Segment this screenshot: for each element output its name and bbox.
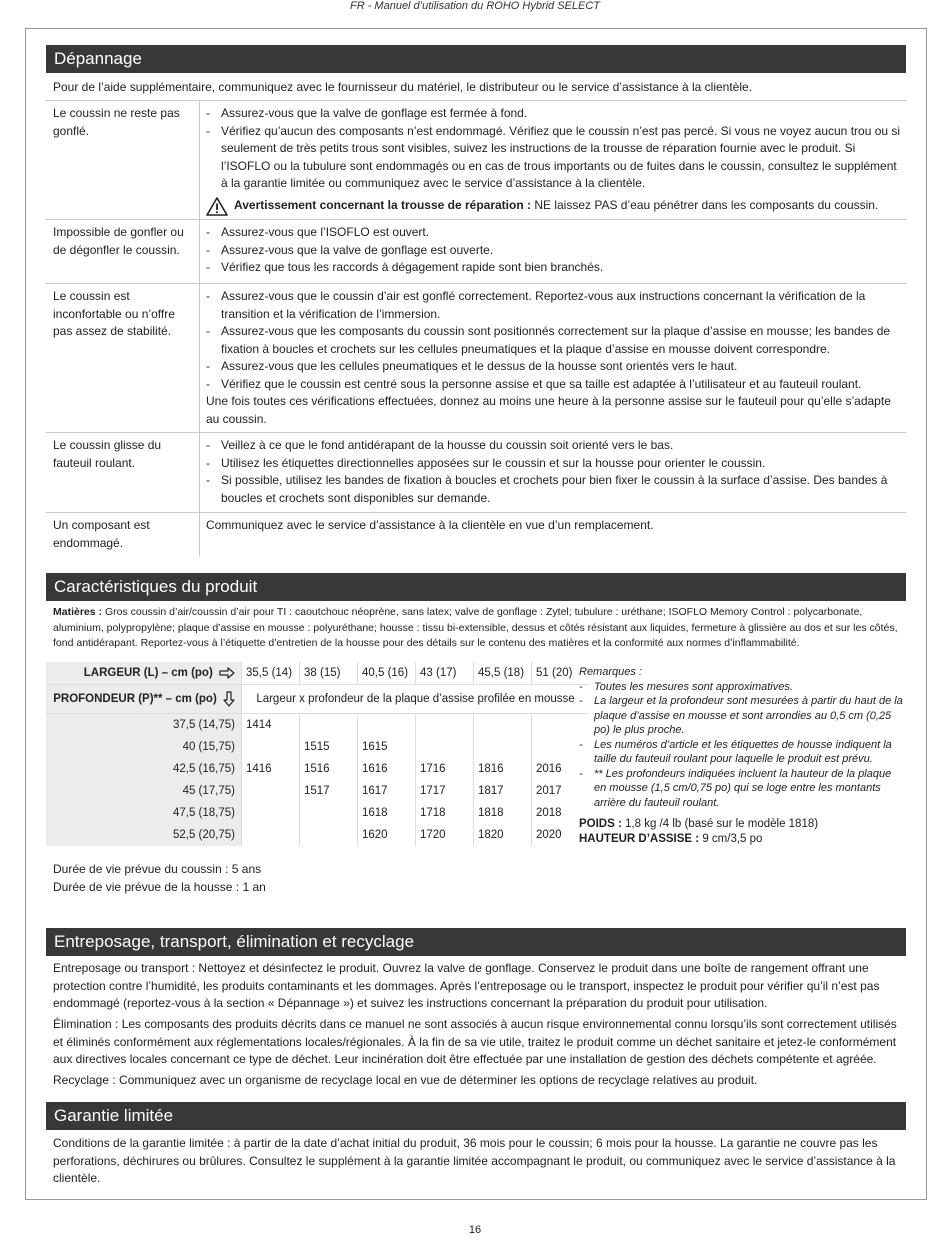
weight: POIDS : 1,8 kg /4 lb (basé sur le modèle 1818): [579, 818, 819, 830]
table-cell: 2016: [532, 758, 590, 780]
list-item: - Si possible, utilisez les bandes de fixation à boucles et crochets pour bien fixer le coussin à la surface d’assise. Des bandes à boucles et crochets sont disponibles sur demande.: [206, 472, 901, 507]
table-row: [46, 685, 589, 714]
row-divider: [46, 512, 906, 513]
remark-item: - ** Les profondeurs indiquées incluent la hauteur de la plaque en mousse (1,5 cm/0,75 po) qui se loge entre les montants arrière du fauteuil roulant.: [579, 767, 904, 811]
table-cell: [416, 736, 474, 758]
depth-label: 42,5 (16,75): [46, 758, 242, 780]
table-cell: [242, 824, 300, 846]
disposal-paragraph: Élimination : Les composants des produits décrits dans ce manuel ne sont associés à aucun risque environnemental connu lorsqu’ils sont correctement utilisés et éliminés conformément aux réglementations locales/régionales. À la fin de sa vie utile, traitez le produit comme un déchet sanitaire et jetez-le conformément aux directives locales concernant ce type de déchet. Leur incinération doit être effectuée par une installation de gestion des déchets compétente et agréée.: [53, 1017, 897, 1066]
remark-item: - Toutes les mesures sont approximatives.: [579, 680, 904, 695]
depth-label: 45 (17,75): [46, 780, 242, 802]
table-cell: 1816: [474, 758, 532, 780]
table-row: [46, 758, 589, 780]
table-cell: [242, 736, 300, 758]
table-cell: 1820: [474, 824, 532, 846]
arrow-right-icon: [219, 667, 235, 679]
table-cell: [300, 802, 358, 824]
width-col: 40,5 (16): [358, 662, 416, 685]
list-item: - Vérifiez que tous les raccords à dégagement rapide sont bien branchés.: [206, 259, 901, 277]
table-row: [46, 780, 589, 802]
table-cell: [474, 736, 532, 758]
list-item: - Assurez-vous que la valve de gonflage est ouverte.: [206, 242, 901, 260]
remark-item: - La largeur et la profondeur sont mesurées à partir du haut de la plaque d’assise en mousse et sont arrondies au 0,5 cm (0,25 po) le plus proche.: [579, 694, 904, 738]
table-cell: 1516: [300, 758, 358, 780]
width-col: 51 (20): [532, 662, 590, 685]
table-cell: 1720: [416, 824, 474, 846]
warning-text: NE laissez PAS d’eau pénétrer dans les composants du coussin.: [534, 198, 879, 213]
specs-heading: Caractéristiques du produit: [46, 573, 906, 601]
materials-label: Matières :: [53, 606, 103, 618]
arrow-down-icon: [223, 691, 235, 707]
table-cell: 1517: [300, 780, 358, 802]
width-col: 35,5 (14): [242, 662, 300, 685]
table-cell: 1818: [474, 802, 532, 824]
depth-label: 37,5 (14,75): [46, 714, 242, 737]
table-cell: 1616: [358, 758, 416, 780]
running-header: FR - Manuel d’utilisation du ROHO Hybrid SELECT: [349, 0, 601, 12]
table-cell: 1617: [358, 780, 416, 802]
table-cell: [300, 824, 358, 846]
table-cell: [300, 714, 358, 737]
solution-cannot-inflate: [206, 224, 901, 277]
row-divider: [46, 219, 906, 220]
table-cell: 1414: [242, 714, 300, 737]
table-cell: 2018: [532, 802, 590, 824]
cushion-lifetime: Durée de vie prévue du coussin : 5 ans: [53, 862, 262, 876]
table-cell: 2020: [532, 824, 590, 846]
seat-height: HAUTEUR D’ASSISE : 9 cm/3,5 po: [579, 832, 763, 845]
table-row: [46, 802, 589, 824]
materials-body: Gros coussin d’air/coussin d’air pour TI : caoutchouc néoprène, sans latex; valve de gonflage : Zytel; tubulure : uréthane; ISOFLO Memory Control : polycarbonate, aluminium, polypropylène; plaque d’assise en mousse : polyuréthane; housse : tissu bi-extensible, dessus et côtés résistant aux liquides, fermeture à glissière au dos et sur les côtés, fond antidérapant. Reportez-vous à l’étiquette d’entretien de la housse pour des détails sur le contenu des matières et la conformité aux normes d’inflammabilité.: [53, 606, 898, 649]
table-cell: 1817: [474, 780, 532, 802]
row-divider: [46, 283, 906, 284]
row-divider: [46, 100, 906, 101]
list-item: - Utilisez les étiquettes directionnelles apposées sur le coussin et sur la housse pour orienter le coussin.: [206, 455, 901, 473]
list-item: - Assurez-vous que l’ISOFLO est ouvert.: [206, 224, 901, 242]
page-number: 16: [468, 1224, 482, 1236]
recycling-paragraph: Recyclage : Communiquez avec un organisme de recyclage local en vue de déterminer les options de recyclage relatives au produit.: [53, 1073, 758, 1087]
width-header: LARGEUR (L) – cm (po): [46, 662, 242, 685]
list-item: - Assurez-vous que les cellules pneumatiques et le dessus de la housse sont orientés vers le haut.: [206, 358, 901, 376]
depth-label: 40 (15,75): [46, 736, 242, 758]
column-divider: [199, 100, 200, 556]
solution-slides: [206, 437, 901, 507]
table-cell: 1717: [416, 780, 474, 802]
table-cell: [474, 714, 532, 737]
cover-lifetime: Durée de vie prévue de la housse : 1 an: [53, 880, 266, 894]
list-item: - Vérifiez que le coussin est centré sous la personne assise et que sa taille est adaptée à l’utilisateur et au fauteuil roulant.: [206, 376, 901, 394]
table-cell: 1718: [416, 802, 474, 824]
storage-heading: Entreposage, transport, élimination et recyclage: [46, 928, 906, 956]
warranty-text: Conditions de la garantie limitée : à partir de la date d’achat initial du produit, 36 mois pour le coussin; 6 mois pour la housse. La garantie ne couvre pas les perforations, déchirures ou brûlures. Consultez le supplément à la garantie limitée accompagnant le produit, ou communiquez avec le service d’assistance à la clientèle.: [53, 1136, 896, 1185]
table-cell: [242, 802, 300, 824]
problem-cannot-inflate: Impossible de gonfler ou de dégonfler le coussin.: [53, 225, 184, 257]
storage-paragraph: Entreposage ou transport : Nettoyez et désinfectez le produit. Ouvrez la valve de gonflage. Conservez le produit dans une boîte de rangement offrant une protection contre l’humidité, les produits contaminants et les dommages. Après l’entreposage ou le transport, inspectez le produit pour vérifier qu’il n’est pas endommagé (reportez-vous à la section « Dépannage ») et suivez les instructions concernant la préparation du produit pour utilisation.: [53, 961, 880, 1010]
depth-header: PROFONDEUR (P)** – cm (po): [46, 685, 242, 714]
problem-damaged: Un composant est endommagé.: [53, 518, 150, 550]
list-item: - Assurez-vous que le coussin d’air est gonflé correctement. Reportez-vous aux instructions concernant la vérification de la transition et la vérification de l’immersion.: [206, 288, 901, 323]
table-cell: [242, 780, 300, 802]
remark-item: - Les numéros d’article et les étiquettes de housse indiquent la taille du fauteuil roulant pour laquelle le produit est prévu.: [579, 738, 904, 767]
table-cell: [416, 714, 474, 737]
problem-uncomfortable: Le coussin est inconfortable ou n’offre pas assez de stabilité.: [53, 289, 175, 338]
row-divider: [46, 432, 906, 433]
warranty-heading: Garantie limitée: [46, 1102, 906, 1130]
table-cell: 1618: [358, 802, 416, 824]
remarks: [579, 665, 904, 846]
remarks-title: Remarques :: [579, 666, 642, 678]
troubleshooting-heading: Dépannage: [46, 45, 906, 73]
solution-damaged: Communiquez avec le service d’assistance à la clientèle en vue d’un remplacement.: [206, 518, 654, 532]
table-row: [46, 714, 589, 737]
width-col: 45,5 (18): [474, 662, 532, 685]
table-cell: 1620: [358, 824, 416, 846]
table-cell: 1716: [416, 758, 474, 780]
width-col: 43 (17): [416, 662, 474, 685]
problem-not-inflated: Le coussin ne reste pas gonflé.: [53, 106, 180, 138]
table-row: [46, 824, 589, 846]
table-caption: Largeur x profondeur de la plaque d’assise profilée en mousse: [242, 685, 590, 714]
table-cell: 1515: [300, 736, 358, 758]
repair-kit-warning: [206, 197, 901, 216]
adaptation-note: Une fois toutes ces vérifications effectuées, donnez au moins une heure à la personne assise sur le fauteuil pour qu’elle s’adapte au coussin.: [206, 394, 891, 426]
warning-label: Avertissement concernant la trousse de réparation :: [234, 198, 531, 213]
solution-not-inflated: [206, 105, 901, 216]
table-row: [46, 736, 589, 758]
warning-icon: [206, 197, 228, 216]
table-cell: 1416: [242, 758, 300, 780]
width-col: 38 (15): [300, 662, 358, 685]
list-item: - Assurez-vous que la valve de gonflage est fermée à fond.: [206, 105, 901, 123]
table-cell: [358, 714, 416, 737]
troubleshooting-intro: Pour de l’aide supplémentaire, communiquez avec le fournisseur du matériel, le distributeur ou le service d’assistance à la clientèle.: [53, 80, 753, 94]
list-item: - Assurez-vous que les composants du coussin sont positionnés correctement sur la plaque d’assise en mousse; les bandes de fixation à boucles et crochets sur les cellules pneumatiques et la plaque d’assise en mousse doivent correspondre.: [206, 323, 901, 358]
list-item: - Vérifiez qu’aucun des composants n’est endommagé. Vérifiez que le coussin n’est pas percé. Si vous ne voyez aucun trou ou si seulement de très petits trous sont visibles, suivez les instructions de la trousse de réparation fournie avec le produit. Si l’ISOFLO ou la tubulure sont endommagés ou en cas de trous importants ou de fuites dans le coussin, consultez le supplément à la garantie limitée ou communiquez avec le service d’assistance à la clientèle.: [206, 123, 901, 193]
depth-label: 52,5 (20,75): [46, 824, 242, 846]
table-row: [46, 662, 589, 685]
table-cell: 2017: [532, 780, 590, 802]
depth-label: 47,5 (18,75): [46, 802, 242, 824]
materials-text: [53, 605, 903, 652]
table-cell: 1615: [358, 736, 416, 758]
list-item: - Veillez à ce que le fond antidérapant de la housse du coussin soit orienté vers le bas.: [206, 437, 901, 455]
problem-slides: Le coussin glisse du fauteuil roulant.: [53, 438, 162, 470]
size-table: [46, 662, 589, 846]
solution-uncomfortable: [206, 288, 901, 428]
